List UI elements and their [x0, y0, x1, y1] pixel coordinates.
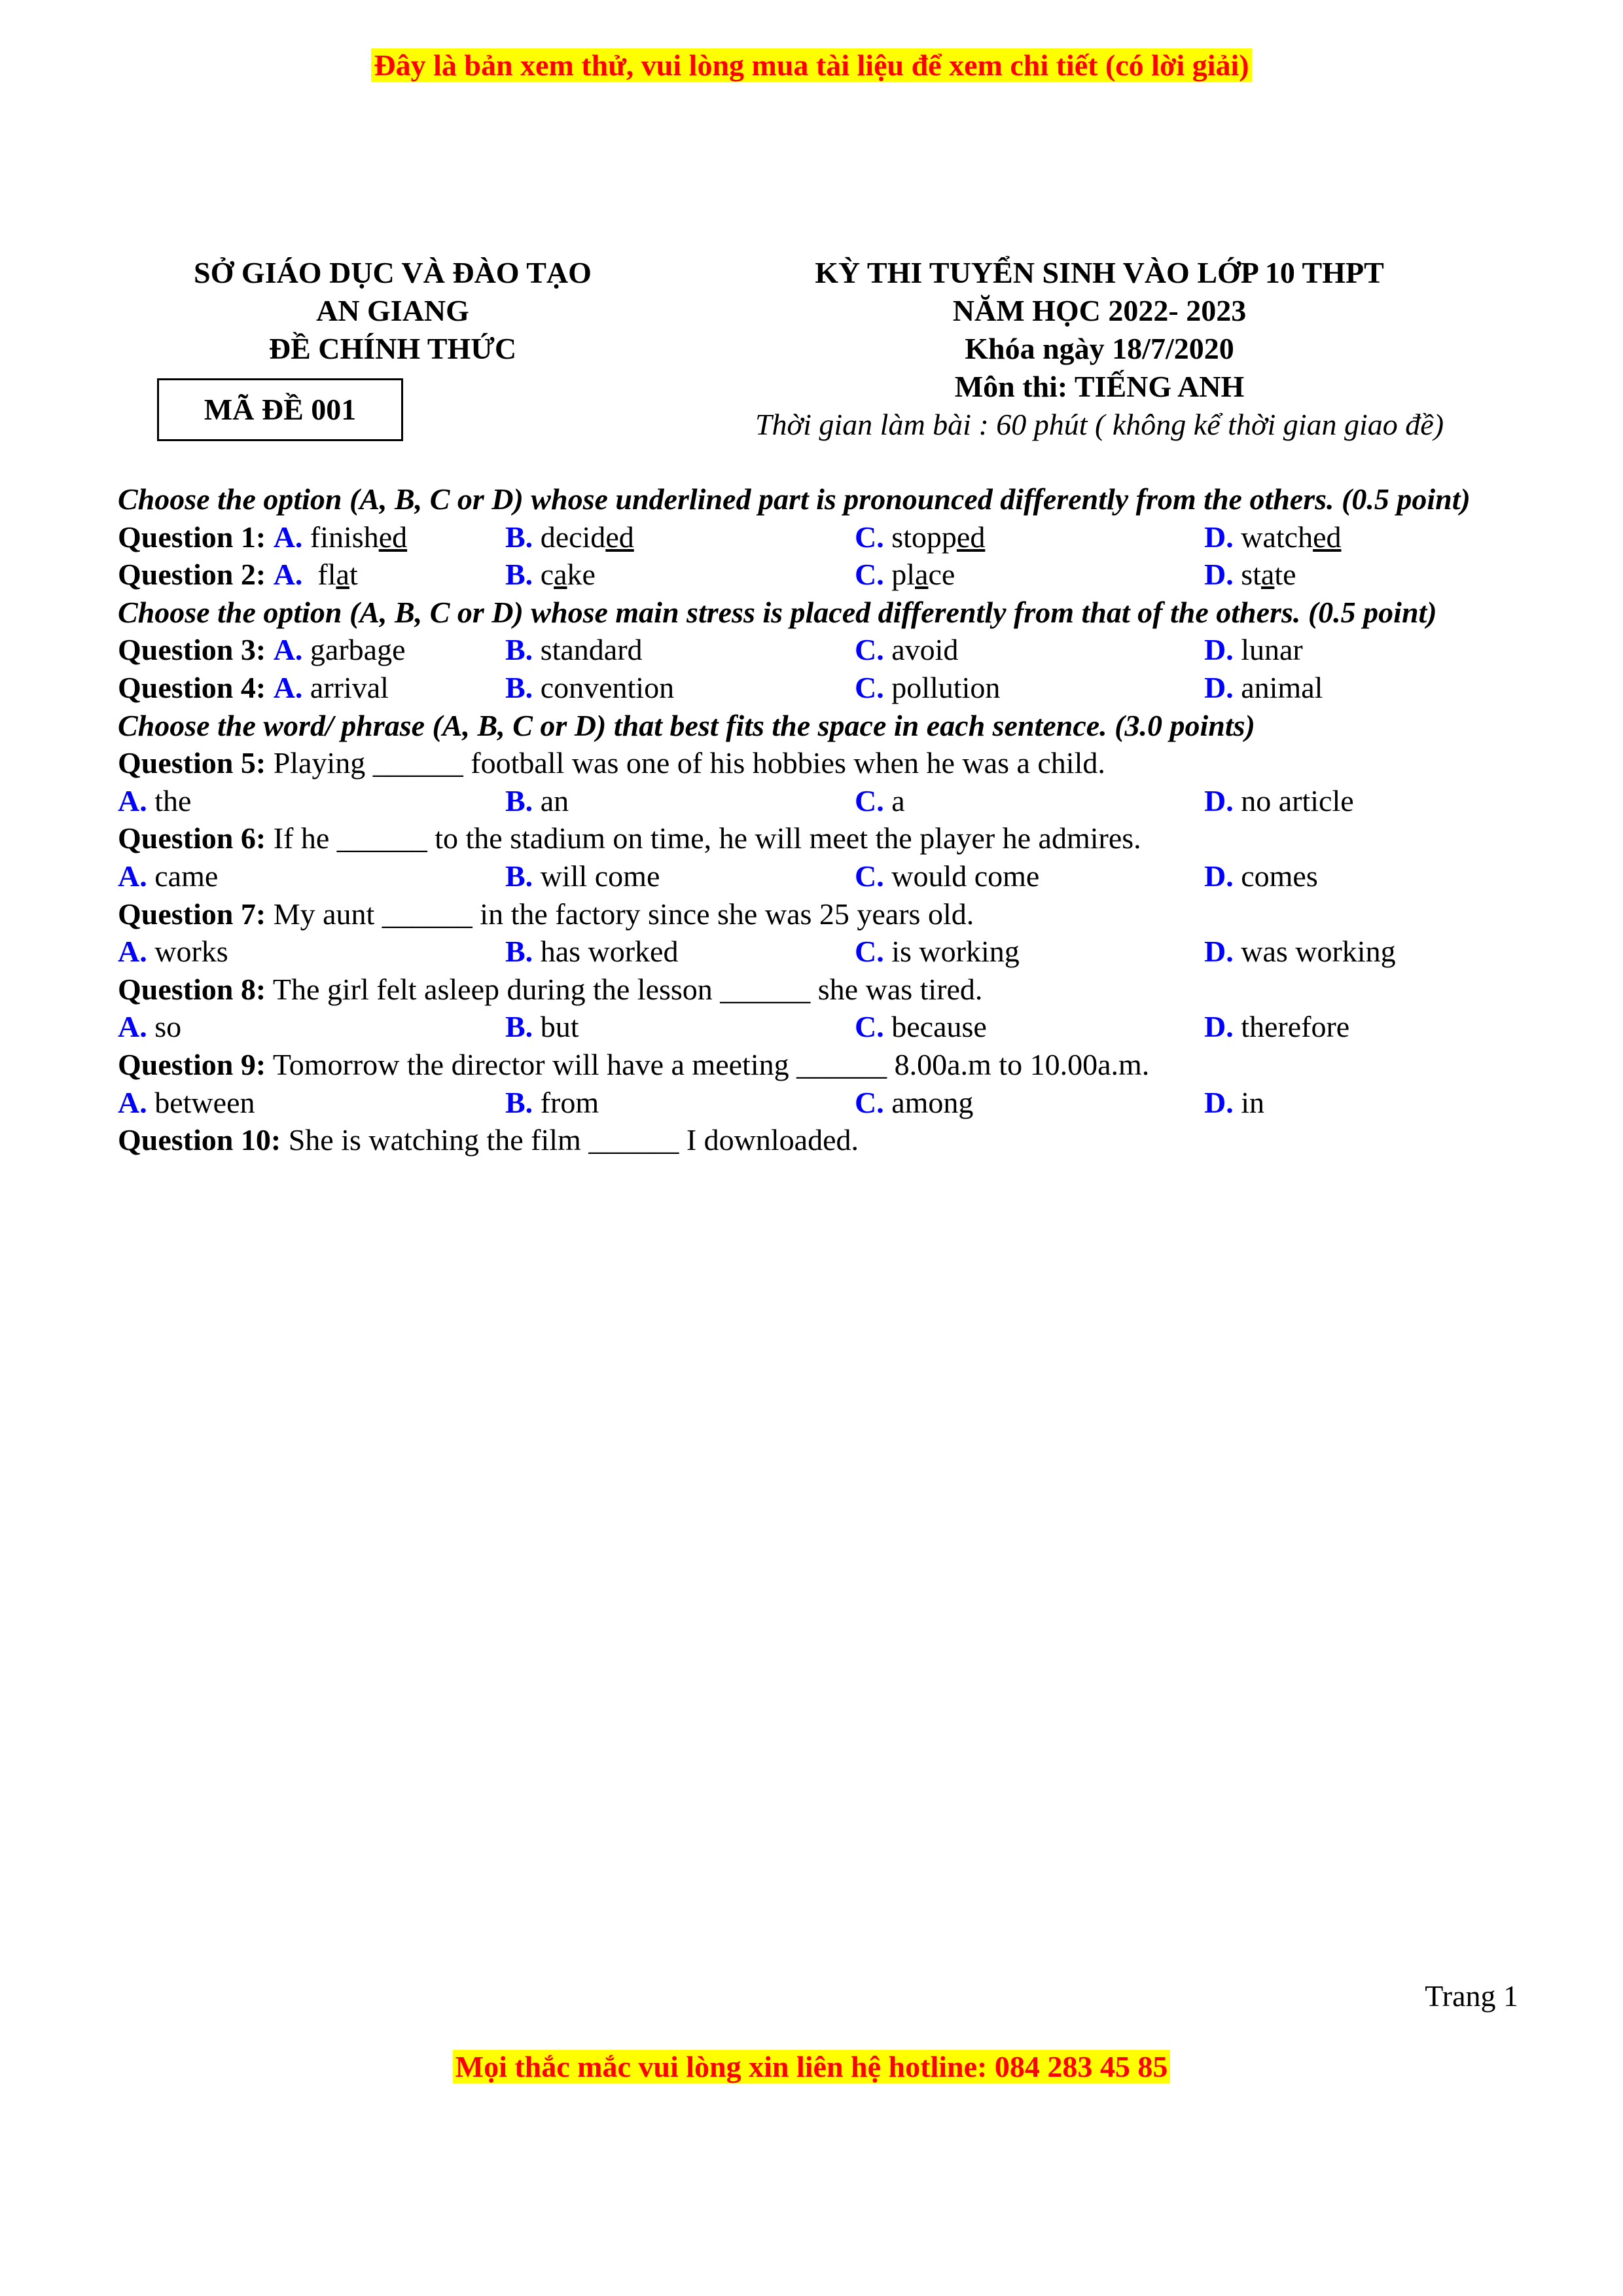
option-text: standard	[533, 633, 643, 667]
option-d	[1204, 669, 1323, 707]
option-text: works	[147, 935, 228, 969]
option-c	[855, 857, 1039, 895]
preview-banner-text: Đây là bản xem thử, vui lòng mua tài liệu để xem chi tiết (có lời giải)	[371, 48, 1251, 82]
option-text: between	[147, 1085, 255, 1119]
question-7-stem	[118, 895, 1518, 933]
option-text-end: ce	[928, 558, 955, 592]
option-text: fl	[302, 558, 336, 592]
option-letter: C.	[855, 935, 884, 969]
question-label: Question 10:	[118, 1123, 281, 1157]
option-text: arrival	[302, 670, 389, 704]
question-label: Question 3:	[118, 633, 266, 667]
option-letter: A.	[118, 859, 147, 893]
hotline-banner	[0, 2047, 1623, 2087]
option-text-end: te	[1274, 558, 1296, 592]
question-label: Question 9:	[118, 1047, 266, 1081]
option-letter: C.	[855, 520, 884, 554]
option-letter: D.	[1204, 859, 1234, 893]
option-letter: B.	[505, 1010, 533, 1044]
exam-duration: Thời gian làm bài : 60 phút ( không kể thời gian giao đề)	[755, 408, 1444, 441]
question-5-options	[118, 782, 1518, 820]
option-b	[505, 518, 634, 556]
option-a	[118, 1084, 255, 1122]
option-d	[1204, 1084, 1264, 1122]
option-letter: D.	[1204, 783, 1234, 817]
option-text: among	[883, 1085, 974, 1119]
option-letter: C.	[855, 783, 884, 817]
question-5-stem	[118, 744, 1518, 782]
option-text: so	[147, 1010, 182, 1044]
department-name: SỞ GIÁO DỤC VÀ ĐÀO TẠO	[194, 256, 592, 289]
option-b	[505, 669, 674, 707]
option-text: convention	[533, 670, 675, 704]
underlined-part: ed	[1313, 520, 1342, 554]
section-instruction-vocabulary: Choose the word/ phrase (A, B, C or D) that best fits the space in each sentence. (3.0 points)	[118, 708, 1255, 742]
hotline-banner-text: Mọi thắc mắc vui lòng xin liên hệ hotline: 084 283 45 85	[453, 2050, 1171, 2083]
option-text: animal	[1233, 670, 1323, 704]
page-number: Trang 1	[1425, 1979, 1518, 2013]
option-d	[1204, 556, 1296, 594]
option-a	[118, 857, 218, 895]
option-text: an	[533, 783, 569, 817]
option-c	[855, 933, 1020, 971]
option-b	[505, 1008, 579, 1046]
option-text: would come	[883, 859, 1040, 893]
underlined-part: ed	[956, 520, 986, 554]
province-name: AN GIANG	[316, 294, 469, 327]
section-instruction-stress: Choose the option (A, B, C or D) whose main stress is placed differently from that of the others. (0.5 point)	[118, 595, 1437, 629]
option-text: has worked	[533, 935, 679, 969]
option-letter: D.	[1204, 1010, 1234, 1044]
question-label: Question 1:	[118, 520, 266, 554]
option-text-end: ke	[567, 558, 596, 592]
option-letter: C.	[855, 1010, 884, 1044]
option-d	[1204, 933, 1396, 971]
option-letter: D.	[1204, 1085, 1234, 1119]
exam-title: KỲ THI TUYỂN SINH VÀO LỚP 10 THPT	[815, 256, 1384, 289]
preview-banner	[0, 46, 1623, 85]
option-letter: A.	[118, 783, 147, 817]
underlined-part: ed	[378, 520, 408, 554]
option-letter: D.	[1204, 633, 1234, 667]
option-d	[1204, 1008, 1349, 1046]
option-c	[855, 1084, 973, 1122]
option-text: will come	[533, 859, 660, 893]
option-d	[1204, 857, 1318, 895]
question-text: My aunt ______ in the factory since she was 25 years old.	[266, 897, 974, 931]
underlined-part: ed	[605, 520, 634, 554]
option-b	[505, 631, 643, 669]
option-d	[1204, 518, 1342, 556]
question-text: Tomorrow the director will have a meeting ______ 8.00a.m to 10.00a.m.	[266, 1047, 1150, 1081]
option-letter: B.	[505, 633, 533, 667]
option-text: from	[533, 1085, 599, 1119]
option-text: but	[533, 1010, 579, 1044]
option-c	[855, 518, 985, 556]
option-a	[118, 933, 228, 971]
option-letter: D.	[1204, 935, 1234, 969]
question-label: Question 8:	[118, 972, 266, 1006]
option-letter: D.	[1204, 670, 1234, 704]
option-text-end: t	[349, 558, 358, 592]
option-a	[118, 556, 358, 594]
question-4	[118, 669, 1518, 707]
option-text: the	[147, 783, 192, 817]
underlined-part: a	[1260, 558, 1275, 592]
official-label: ĐỀ CHÍNH THỨC	[268, 332, 517, 365]
option-text: is working	[883, 935, 1020, 969]
question-1	[118, 518, 1518, 556]
question-text: She is watching the film ______ I downloaded.	[281, 1123, 859, 1157]
option-text: in	[1233, 1085, 1265, 1119]
option-text: st	[1233, 558, 1261, 592]
question-8-stem	[118, 971, 1518, 1009]
option-text: watch	[1233, 520, 1313, 554]
option-text: therefore	[1233, 1010, 1350, 1044]
underlined-part: a	[554, 558, 567, 592]
underlined-part: a	[915, 558, 929, 592]
option-b	[505, 782, 569, 820]
option-letter: C.	[855, 1085, 884, 1119]
option-text: a	[883, 783, 905, 817]
option-text: decid	[533, 520, 606, 554]
exam-header	[681, 254, 1518, 444]
option-b	[505, 857, 660, 895]
option-letter: B.	[505, 783, 533, 817]
option-letter: A.	[273, 558, 303, 592]
question-3	[118, 631, 1518, 669]
question-6-stem	[118, 819, 1518, 857]
option-c	[855, 782, 905, 820]
question-10-stem	[118, 1121, 1518, 1159]
question-9-stem	[118, 1046, 1518, 1084]
option-letter: C.	[855, 670, 884, 704]
option-letter: A.	[118, 935, 147, 969]
exam-code-box: MÃ ĐỀ 001	[157, 378, 403, 441]
section-instruction-pronunciation: Choose the option (A, B, C or D) whose underlined part is pronounced differently from the others. (0.5 point)	[118, 482, 1471, 516]
option-a	[118, 518, 407, 556]
option-text: was working	[1233, 935, 1396, 969]
exam-subject: Môn thi: TIẾNG ANH	[954, 370, 1245, 403]
option-letter: A.	[273, 670, 303, 704]
option-text: garbage	[302, 633, 406, 667]
option-text: avoid	[883, 633, 959, 667]
question-9-options	[118, 1084, 1518, 1122]
option-a	[118, 1008, 181, 1046]
option-text: finish	[302, 520, 379, 554]
option-text: lunar	[1233, 633, 1303, 667]
school-year: NĂM HỌC 2022- 2023	[952, 294, 1247, 327]
option-c	[855, 669, 1000, 707]
option-text: pl	[883, 558, 916, 592]
question-2	[118, 556, 1518, 594]
option-letter: A.	[118, 1010, 147, 1044]
option-letter: B.	[505, 935, 533, 969]
option-letter: D.	[1204, 558, 1234, 592]
option-d	[1204, 631, 1303, 669]
question-label: Question 7:	[118, 897, 266, 931]
option-text: c	[533, 558, 554, 592]
option-letter: C.	[855, 558, 884, 592]
option-letter: B.	[505, 1085, 533, 1119]
question-label: Question 4:	[118, 670, 266, 704]
option-c	[855, 631, 958, 669]
option-letter: B.	[505, 558, 533, 592]
option-letter: B.	[505, 520, 533, 554]
option-c	[855, 1008, 987, 1046]
option-letter: C.	[855, 859, 884, 893]
option-d	[1204, 782, 1354, 820]
option-a	[118, 782, 191, 820]
issuer-header	[118, 254, 668, 368]
option-text: came	[147, 859, 219, 893]
option-b	[505, 933, 678, 971]
option-letter: C.	[855, 633, 884, 667]
question-text: Playing ______ football was one of his hobbies when he was a child.	[266, 746, 1105, 780]
option-text: pollution	[883, 670, 1001, 704]
option-letter: A.	[273, 520, 303, 554]
question-7-options	[118, 933, 1518, 971]
option-letter: B.	[505, 859, 533, 893]
question-label: Question 2:	[118, 558, 266, 592]
question-label: Question 5:	[118, 746, 266, 780]
question-8-options	[118, 1008, 1518, 1046]
option-text: no article	[1233, 783, 1354, 817]
question-text: If he ______ to the stadium on time, he will meet the player he admires.	[266, 821, 1141, 855]
question-label: Question 6:	[118, 821, 266, 855]
option-letter: D.	[1204, 520, 1234, 554]
exam-content	[118, 480, 1518, 1159]
option-letter: A.	[273, 633, 303, 667]
option-text: because	[883, 1010, 987, 1044]
option-c	[855, 556, 955, 594]
option-b	[505, 1084, 599, 1122]
option-b	[505, 556, 596, 594]
option-text: comes	[1233, 859, 1318, 893]
question-6-options	[118, 857, 1518, 895]
option-a	[118, 631, 406, 669]
option-letter: A.	[118, 1085, 147, 1119]
underlined-part: a	[336, 558, 349, 592]
exam-date: Khóa ngày 18/7/2020	[965, 332, 1234, 365]
question-text: The girl felt asleep during the lesson ______ she was tired.	[266, 972, 983, 1006]
option-a	[118, 669, 389, 707]
option-text: stopp	[883, 520, 957, 554]
option-letter: B.	[505, 670, 533, 704]
